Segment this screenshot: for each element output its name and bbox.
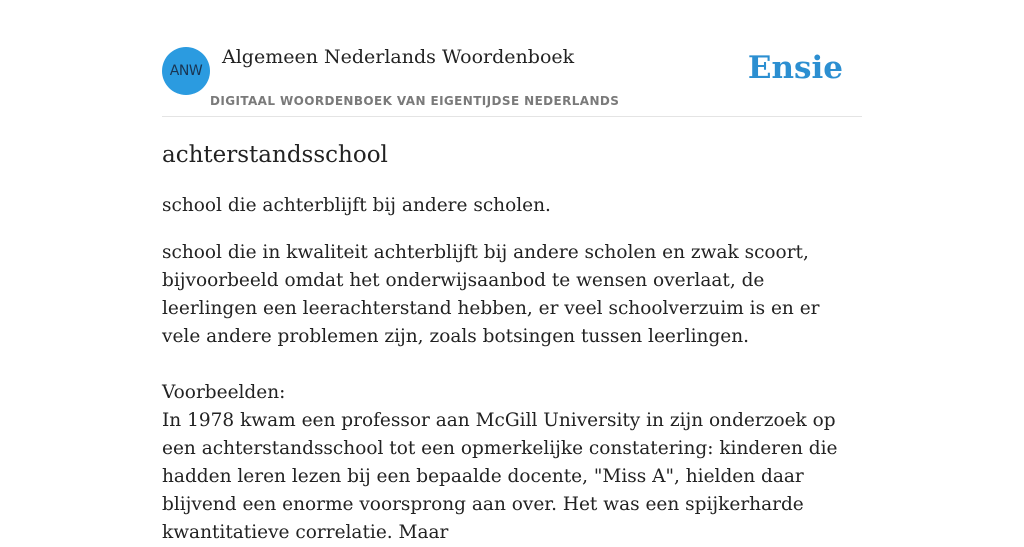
examples-heading: Voorbeelden: — [162, 382, 286, 403]
entry-content — [162, 140, 862, 547]
site-title[interactable]: Algemeen Nederlands Woordenboek — [222, 46, 575, 68]
anw-logo[interactable]: ANW — [162, 47, 210, 95]
long-definition: school die in kwaliteit achterblijft bij andere scholen en zwak scoort, bijvoorbeeld omdat het onderwijsaanbod te wensen overlaat, de leerlingen een leerachterstand hebben, er veel schoolverzuim is en er vele andere problemen zijn, zoals botsingen tussen leerlingen. — [162, 242, 820, 347]
short-definition: school die achterblijft bij andere scholen. — [162, 195, 551, 216]
site-header — [162, 46, 862, 117]
entry-headword: achterstandsschool — [162, 142, 388, 168]
ensie-logo[interactable]: Ensie — [747, 50, 843, 86]
site-tagline: DIGITAAL WOORDENBOEK VAN EIGENTIJDSE NEDERLANDS — [210, 94, 620, 108]
example-text: In 1978 kwam een professor aan McGill University in zijn onderzoek op een achterstandsschool tot een opmerkelijke constatering: kinderen die hadden leren lezen bij een bepaalde docente, "Miss A", hielden daar blijvend een enorme voorsprong aan over. Het was een spijkerharde kwantitatieve correlatie. Maar — [162, 410, 838, 543]
